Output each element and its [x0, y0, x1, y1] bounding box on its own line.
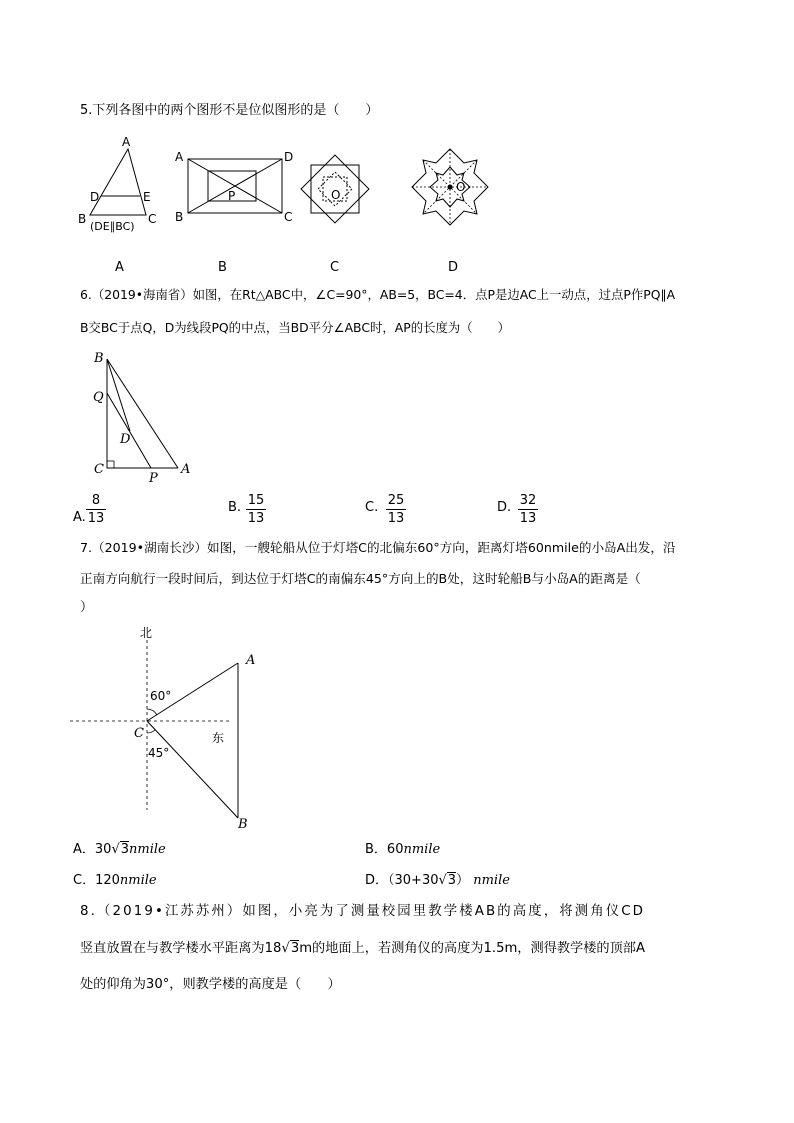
q5a-label-a: A	[122, 135, 131, 149]
q6-option-d-letter: D.	[497, 500, 512, 515]
q6-option-b-fraction	[246, 493, 266, 526]
q6-label-b: B	[94, 351, 104, 366]
q6-option-d-num: 32	[519, 493, 537, 508]
q7-option-c-unit: nmile	[119, 873, 157, 888]
q5-caption-c: C	[330, 260, 340, 275]
q6-option-b-num: 15	[247, 493, 265, 508]
q6-stem-line2: B交BC于点Q，D为线段PQ的中点，当BD平分∠ABC时，AP的长度为（ ）	[80, 320, 510, 335]
q6-option-a-den: 13	[87, 511, 105, 526]
q5-caption-d: D	[448, 260, 459, 275]
q5d-label-o: O	[456, 180, 466, 194]
q7-stem-line2: 正南方向航行一段时间后，到达位于灯塔C的南偏东45°方向上的B处，这时轮船B与小岛A的距离是（	[80, 571, 641, 586]
q7-option-b-value: B．60	[365, 842, 404, 857]
q7-option-a-radicand: 3	[120, 842, 130, 857]
q5-caption-a: A	[115, 260, 124, 275]
q5-figure-b	[175, 150, 293, 224]
q5-stem: 5.下列各图中的两个图形不是位似图形的是（ ）	[80, 103, 379, 118]
q7-option-a: A．30√3nmile	[73, 842, 166, 857]
q5a-label-c: C	[148, 212, 157, 226]
q5-figure-a	[78, 135, 156, 233]
q7-option-d-prefix: D．（30+30	[365, 873, 439, 888]
q7-label-north: 北	[140, 626, 153, 640]
q5b-label-a: A	[175, 150, 184, 164]
q8-line2-radicand: 3	[290, 941, 300, 956]
q7-option-b	[365, 840, 440, 860]
q5-figures	[70, 135, 550, 245]
q5b-label-c: C	[284, 210, 293, 224]
q7-option-b-unit: nmile	[403, 842, 441, 857]
q6-label-p: P	[149, 471, 158, 486]
q7-option-a-coef: A．30	[73, 842, 112, 857]
q5a-label-d: D	[90, 190, 100, 204]
q5c-label-o: O	[331, 188, 341, 202]
q6-option-c-fraction	[386, 493, 406, 526]
q5a-label-e: E	[143, 190, 151, 204]
q6-label-d: D	[120, 432, 131, 447]
q7-option-c	[73, 871, 157, 891]
q5b-label-p: P	[228, 189, 236, 203]
q8-line1: 8.（2019•江苏苏州）如图，小亮为了测量校园里教学楼AB的高度，将测角仪CD	[80, 904, 646, 919]
q7-stem-line1: 7.（2019•湖南长沙）如图，一艘轮船从位于灯塔C的北偏东60°方向，距离灯塔60nmile的小岛A出发，沿	[80, 540, 676, 555]
q7-option-d-radicand: 3	[447, 873, 457, 888]
q5-figure-c	[301, 155, 369, 223]
q6-label-c: C	[94, 462, 104, 477]
q7-label-b: B	[238, 817, 248, 832]
q6-option-a-fraction	[86, 493, 106, 526]
q6-option-c-den: 13	[387, 511, 405, 526]
q6-stem-line1: 6.（2019•海南省）如图，在Rt△ABC中，∠C=90°，AB=5，BC=4．点P是边AC上一动点，过点P作PQ∥A	[80, 287, 676, 302]
q5b-label-b: B	[175, 210, 184, 224]
q7-option-d-suffix: ）	[456, 873, 470, 888]
q8-line3: 处的仰角为30°，则教学楼的高度是（ ）	[80, 977, 341, 992]
q6-option-d-den: 13	[519, 511, 537, 526]
q7-label-east: 东	[212, 731, 225, 745]
q5a-label-b: B	[78, 212, 87, 226]
q7-option-c-value: C．120	[73, 873, 120, 888]
q5b-label-d: D	[284, 150, 294, 164]
q6-option-a-letter: A.	[73, 510, 86, 525]
q6-figure	[80, 345, 210, 490]
q8-line2: 竖直放置在与教学楼水平距离为18√3m的地面上，若测角仪的高度为1.5m，测得教学楼的顶部A	[80, 941, 646, 956]
q6-option-d-fraction	[518, 493, 538, 526]
q6-option-a-num: 8	[91, 493, 101, 508]
q7-option-d-unit: nmile	[473, 873, 510, 888]
q6-label-a: A	[181, 462, 191, 477]
q7-option-a-unit: nmile	[129, 842, 166, 857]
q6-label-q: Q	[93, 390, 104, 405]
q7-label-a: A	[246, 653, 256, 668]
q7-option-d: D．（30+30√3） nmile	[365, 873, 510, 888]
q6-option-c-letter: C.	[365, 500, 379, 515]
q7-angle-45: 45°	[148, 746, 170, 760]
q5a-note: (DE∥BC)	[90, 220, 135, 233]
q7-figure	[60, 620, 280, 835]
q8-line2-post: m的地面上，若测角仪的高度为1.5m，测得教学楼的顶部A	[299, 941, 646, 956]
q6-option-c-num: 25	[387, 493, 405, 508]
q7-angle-60: 60°	[150, 689, 172, 703]
q6-option-b-den: 13	[247, 511, 265, 526]
q6-option-b-letter: B.	[228, 500, 242, 515]
q5-figure-d	[412, 149, 488, 225]
q7-label-c: C	[134, 726, 144, 741]
q7-stem-line3: ）	[80, 600, 94, 615]
q8-line2-pre: 竖直放置在与教学楼水平距离为18	[80, 941, 282, 956]
q5-caption-b: B	[218, 260, 227, 275]
